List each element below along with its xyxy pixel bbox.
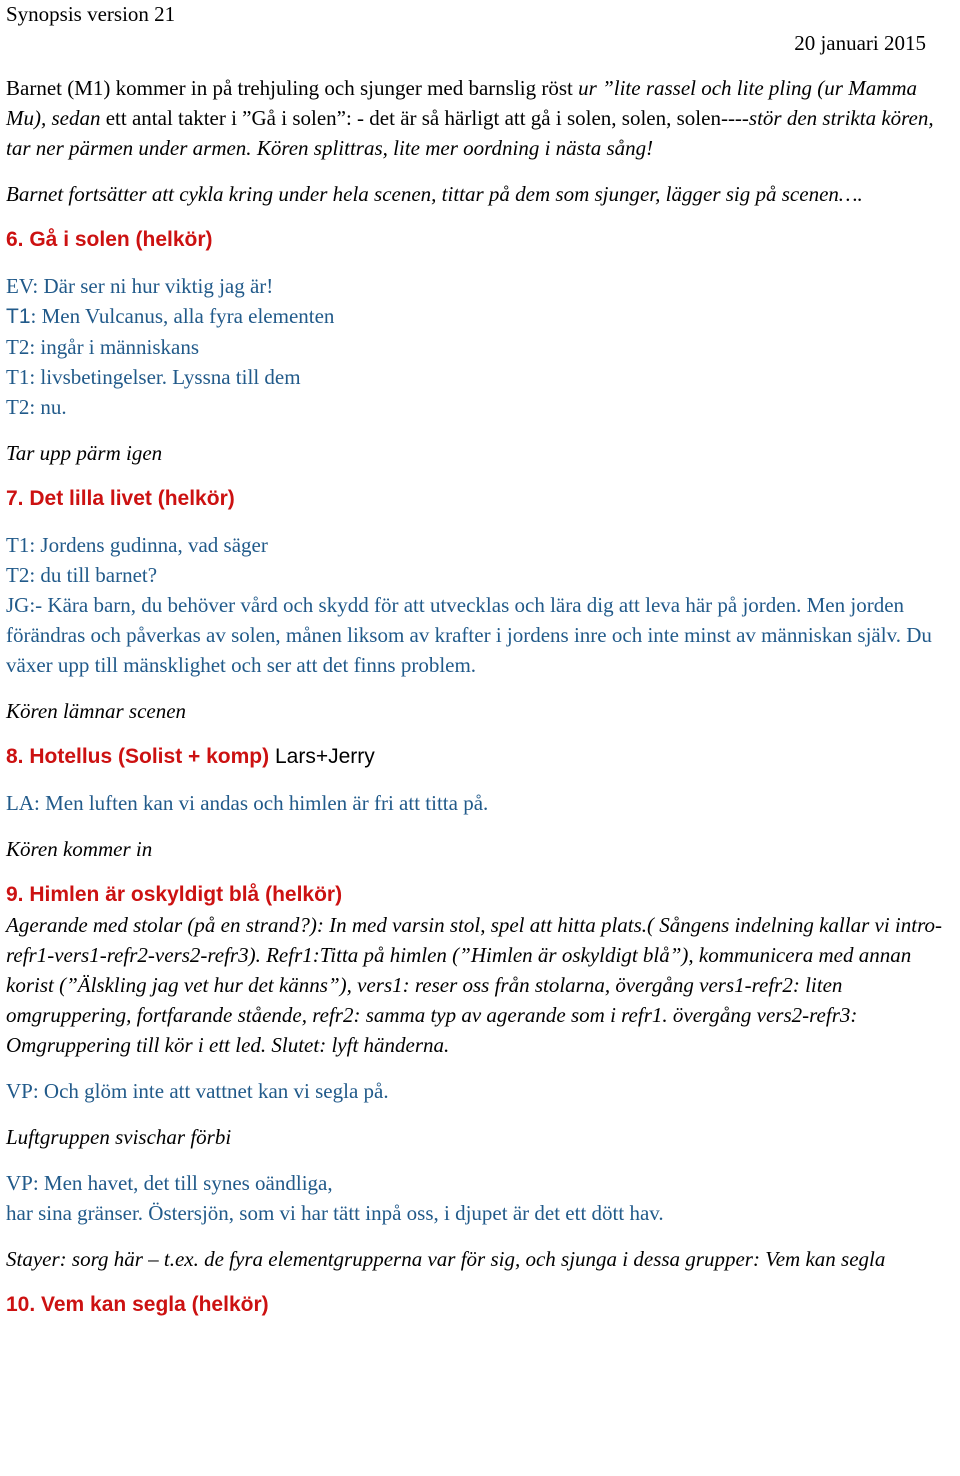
section-8-heading: [6, 742, 956, 772]
document-date: 20 januari 2015: [794, 31, 926, 55]
s7-line-1: T1: Jordens gudinna, vad säger: [6, 533, 268, 557]
section-8-performers: Lars+Jerry: [269, 745, 375, 768]
s7-line-2: T2: du till barnet?: [6, 563, 158, 587]
intro-text-1: Barnet (M1) kommer in på trehjuling och sjunger med barnslig röst: [6, 76, 579, 100]
s9-line-3: har sina gränser. Östersjön, som vi har tätt inpå oss, i djupet är det ett dött hav.: [6, 1201, 664, 1225]
section-8-title: 8. Hotellus (Solist + komp): [6, 745, 270, 768]
s8-line-1: LA: Men luften kan vi andas och himlen är fri att titta på.: [6, 791, 489, 815]
document-title: Synopsis version 21: [6, 2, 176, 26]
s9-stage-direction: Luftgruppen svischar förbi: [6, 1125, 232, 1149]
intro-stage-direction: Barnet fortsätter att cykla kring under hela scenen, tittar på dem som sjunger, lägger sig på scenen….: [6, 182, 863, 206]
s9-line-2: VP: Men havet, det till synes oändliga,: [6, 1171, 333, 1195]
s6-line-3: T2: ingår i människans: [6, 335, 200, 359]
section-7-heading: 7. Det lilla livet (helkör): [6, 487, 235, 510]
s6-line-4: T1: livsbetingelser. Lyssna till dem: [6, 365, 301, 389]
section-10-heading: 10. Vem kan segla (helkör): [6, 1293, 269, 1316]
s6-line-2-speaker: T1: [6, 305, 31, 328]
s6-line-2: [6, 301, 956, 332]
s7-line-3: JG:- Kära barn, du behöver vård och skydd för att utvecklas och lära dig att leva här på jorden. Men jorden förändras och påverkas av solen, månen liksom av krafter i jordens inre och inte minst av människan själv. Du växer upp till mänsklighet och ser att det finns problem.: [6, 593, 932, 677]
intro-text-5: Kören splittras, lite mer oordning i nästa sång!: [251, 136, 654, 160]
document-body: [6, 73, 956, 1320]
s6-stage-direction: Tar upp pärm igen: [6, 441, 163, 465]
section-6-heading: 6. Gå i solen (helkör): [6, 228, 213, 251]
s6-line-5: T2: nu.: [6, 395, 67, 419]
intro-text-4: stör den strikta kören, tar ner pärmen under armen.: [6, 106, 934, 160]
s9-line-1: VP: Och glöm inte att vattnet kan vi segla på.: [6, 1079, 389, 1103]
s6-line-2-text: : Men Vulcanus, alla fyra elementen: [30, 304, 335, 328]
s8-stage-direction: Kören kommer in: [6, 837, 153, 861]
section-9-heading: 9. Himlen är oskyldigt blå (helkör): [6, 883, 343, 906]
s9-stayer-note: Stayer: sorg här – t.ex. de fyra elementgrupperna var för sig, och sjunga i dessa grupper: Vem kan segla: [6, 1247, 886, 1271]
s6-line-1: EV: Där ser ni hur viktig jag är!: [6, 274, 274, 298]
intro-paragraph: [6, 73, 956, 163]
s7-stage-direction: Kören lämnar scenen: [6, 699, 187, 723]
s9-stage-paragraph: Agerande med stolar (på en strand?): In med varsin stol, spel att hitta plats.( Sångens indelning kallar vi intro-refr1-vers1-refr2-vers2-refr3). Refr1:Titta på himlen (”Himlen är oskyldigt blå”), kommunicera med annan korist (”Älskling jag vet hur det känns”), vers1: reser oss från stolarna, övergång vers1-refr2: liten omgruppering, fortfarande stående, refr2: samma typ av agerande som i refr1. övergång vers2-refr3: Omgruppering till kör i ett led. Slutet: lyft händerna.: [6, 913, 942, 1057]
intro-text-3: ett antal takter i ”Gå i solen”: - det är så härligt att gå i solen, solen, solen----: [100, 106, 749, 130]
intro-text-2: ur ”lite rassel och lite pling (ur Mamma Mu), sedan: [6, 76, 918, 130]
